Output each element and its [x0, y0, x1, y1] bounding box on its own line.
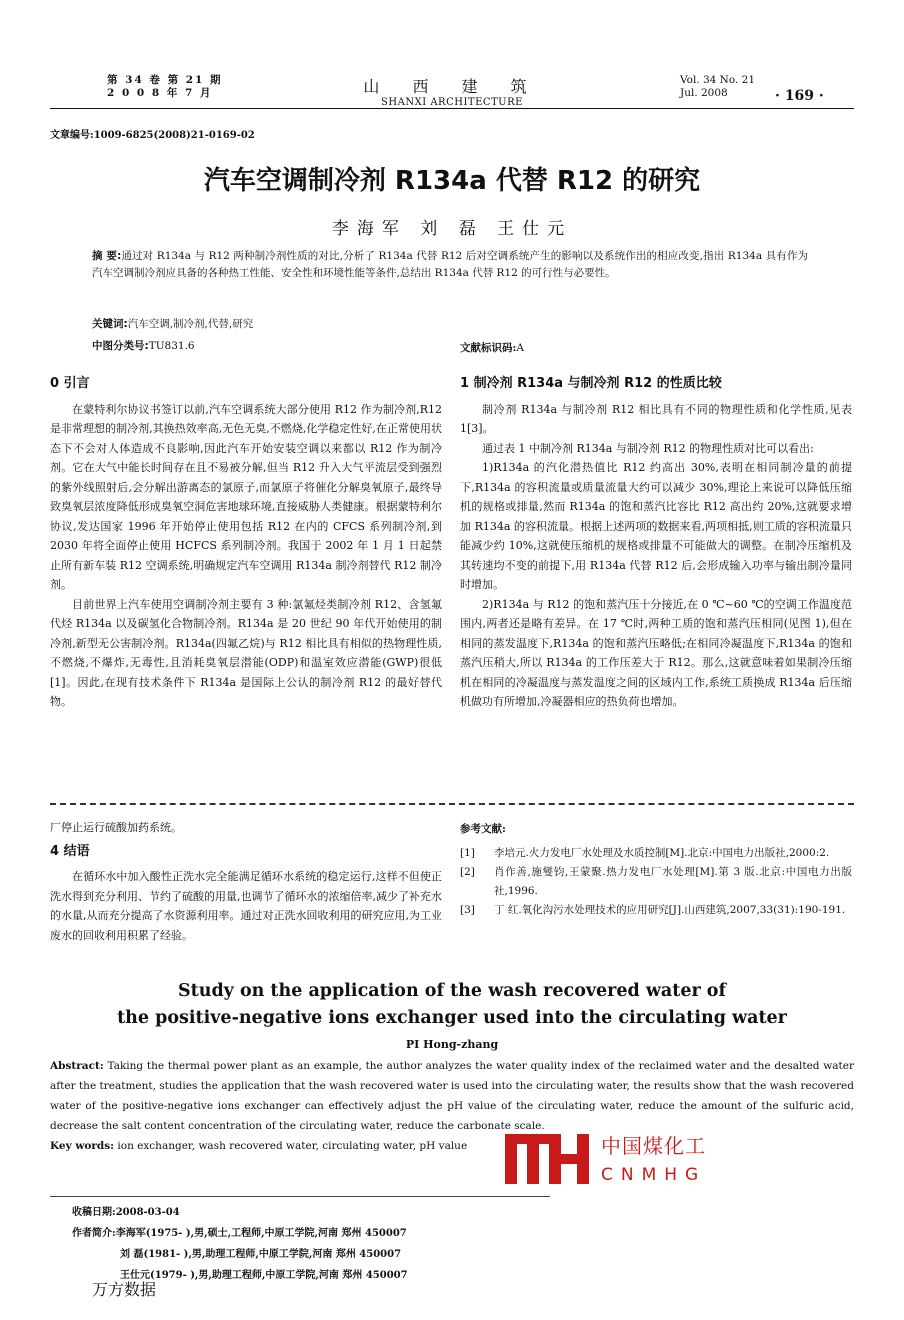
abstract-text: 通过对 R134a 与 R12 两种制冷剂性质的对比,分析了 R134a 代替 R12 后对空调系统产生的影响以及系统作出的相应改变,指出 R134a 具有作为汽车空调制冷剂应具备的各种热工性能、安全性和环境性能等条件,总结出 R134a 代替 R12 的可行性与必要性。: [92, 250, 808, 279]
prev-article-line: 厂停止运行硫酸加药系统。: [50, 821, 182, 834]
bio-text-1: 李海军(1975- ),男,硕士,工程师,中原工学院,河南 郑州 450007: [115, 1228, 407, 1239]
english-title-line-1: Study on the application of the wash recovered water of: [178, 981, 726, 1001]
volume-info-en: [680, 74, 755, 100]
received-date: 收稿日期:2008-03-04: [72, 1207, 180, 1218]
journal-name: [300, 74, 604, 108]
page-number: · 169 ·: [775, 88, 824, 104]
section1-paragraph-2: 通过表 1 中制冷剂 R134a 与制冷剂 R12 的物理性质对比可以看出:: [482, 441, 814, 455]
footer-rule: [50, 1196, 550, 1197]
logo-text-en: CNMHG: [601, 1165, 707, 1185]
reference-item: [460, 901, 852, 920]
conclusion-heading: 4 结语: [50, 843, 90, 859]
left-column: [50, 374, 442, 712]
keywords-text: 汽车空调,制冷剂,代替,研究: [127, 318, 254, 330]
references-heading: 参考文献:: [460, 823, 506, 835]
author-bio-3: 王仕元(1979- ),男,助理工程师,中原工学院,河南 郑州 450007: [120, 1270, 408, 1281]
journal-name-en: SHANXI ARCHITECTURE: [381, 97, 523, 108]
conclusion-paragraph: 在循环水中加入酸性正洗水完全能满足循环水系统的稳定运行,这样不但使正洗水得到充分利用、节约了硫酸的用量,也调节了循环水的浓缩倍率,减少了补充水的水量,从而充分提高了水资源利用率。通过对正洗水回收利用的研究应用,为工业废水的回收利用积累了经验。: [50, 870, 442, 942]
wanfang-data-mark: 万方数据: [92, 1280, 157, 1299]
paper-authors: 李海军 刘 磊 王仕元: [331, 219, 573, 239]
date-en: Jul. 2008: [680, 87, 728, 99]
bio-label: 作者简介:: [72, 1228, 116, 1239]
reference-number: [3]: [460, 903, 475, 916]
doc-code-text: A: [516, 342, 524, 354]
english-abstract-label: Abstract:: [50, 1060, 104, 1072]
section1-paragraph-3: 1)R134a 的汽化潜热值比 R12 约高出 30%,表明在相同制冷量的前提下,R134a 的容积流量或质量流量大约可以减少 30%,理论上来说可以降低压缩机的规格或排量,然而 R134a 的饱和蒸汽比容比 R12 高出约 20%,这就要求增加 R134a 的容积流量。根据上述两项的数据来看,两项相抵,则工质的容积流量只能减少约 10%,这就使压缩机的规格或排量不可能做大的调整。在制冷压缩机及其转速均不变的前提下,用 R134a 代替 R12 后,会形成输入功率与输出制冷量同时增加。: [460, 461, 852, 591]
cnmhg-logo: [505, 1128, 710, 1188]
english-author: PI Hong-zhang: [405, 1038, 499, 1051]
english-keywords-text: ion exchanger, wash recovered water, circulating water, pH value: [117, 1140, 468, 1152]
intro-heading: 0 引言: [50, 376, 90, 391]
section1-heading: 1 制冷剂 R134a 与制冷剂 R12 的性质比较: [460, 376, 722, 391]
section1-paragraph-1: 制冷剂 R134a 与制冷剂 R12 相比具有不同的物理性质和化学性质,见表 1[3]。: [460, 402, 852, 435]
reference-number: [1]: [460, 846, 475, 859]
english-keywords: [50, 1140, 467, 1152]
english-title-line-2: the positive-negative ions exchanger used into the circulating water: [117, 1008, 787, 1028]
keywords-label: 关键词:: [92, 318, 128, 330]
english-title: [50, 978, 854, 1032]
cnmhg-logo-icon: [505, 1128, 590, 1184]
reference-number: [2]: [460, 865, 475, 878]
right-column: [460, 374, 852, 712]
volume-info-cn: [107, 74, 223, 100]
article-separator: [50, 803, 854, 805]
intro-paragraph-2: 目前世界上汽车使用空调制冷剂主要有 3 种:氯氟烃类制冷剂 R12、含氢氟代烃 R134a 以及碳氢化合物制冷剂。R134a 是 20 世纪 90 年代开始使用的制冷剂,新型无公害制冷剂。R134a(四氟乙烷)与 R12 相比具有相似的热物理性质,不燃烧,不爆炸,无毒性,且消耗臭氧层潜能(ODP)和温室效应潜能(GWP)很低[1]。因此,在现有技术条件下 R134a 是国际上公认的制冷剂 R12 的最好替代物。: [50, 597, 442, 708]
reference-item: [460, 844, 852, 863]
paper-title: 汽车空调制冷剂 R134a 代替 R12 的研究: [203, 166, 701, 196]
author-bio-1: [72, 1223, 407, 1244]
english-abstract-text: Taking the thermal power plant as an example, the author analyzes the water quality index of the reclaimed water and the desalted water after the treatment, studies the application that the wash recovered water is used into the circulating water, the results show that the wash recovered water of the positive-negative ions exchanger can effectively adjust the pH value of the circulating water, reduce the amount of the sulfuric acid, decrease the salt content concentration of the circulating water, reduce the carbonate scale.: [50, 1060, 854, 1132]
volume-en: Vol. 34 No. 21: [680, 74, 756, 86]
english-keywords-label: Key words:: [50, 1140, 115, 1152]
reference-item: [460, 863, 852, 901]
volume-cn: 第 34 卷 第 21 期: [107, 74, 223, 86]
abstract-label: 摘 要:: [92, 250, 122, 262]
clc-text: TU831.6: [148, 340, 195, 352]
keywords: [92, 316, 253, 331]
logo-text-cn: 中国煤化工: [601, 1134, 706, 1158]
doc-code-label: 文献标识码:: [460, 342, 517, 354]
clc-label: 中图分类号:: [92, 340, 149, 352]
journal-name-cn: 山 西 建 筑: [363, 77, 541, 96]
reference-text: 肖作善,施燮钧,王蒙聚.热力发电厂水处理[M].第 3 版.北京:中国电力出版社,1996.: [494, 865, 852, 897]
intro-paragraph-1: 在蒙特利尔协议书签订以前,汽车空调系统大部分使用 R12 作为制冷剂,R12 是非常理想的制冷剂,其换热效率高,无色无臭,不燃烧,化学稳定性好,在正常使用状态下不会对人体造成不良影响,因此汽车开始安装空调以来都以 R12 作为制冷剂。它在大气中能长时间存在且不易被分解,但当 R12 升入大气平流层受到强烈的紫外线照射后,会分解出游离态的氯原子,而氯原子将催化分解臭氧原子,最终导致臭氧层浓度降低形成臭氧空洞危害地球环境,直接威胁人类健康。根据蒙特利尔协议,发达国家 1996 年开始停止使用包括 R12 在内的 CFCS 系列制冷剂,到 2030 年将全面停止使用 HCFCS 系列制冷剂。我国于 2002 年 1 月 1 日起禁止所有新车装 R12 空调系统,明确规定汽车空调用 R134a 制冷剂替代 R12 制冷剂。: [50, 402, 442, 591]
author-bio-2: 刘 磊(1981- ),男,助理工程师,中原工学院,河南 郑州 450007: [120, 1249, 402, 1260]
reference-text: 丁 红.氧化沟污水处理技术的应用研究[J].山西建筑,2007,33(31):190-191.: [494, 903, 846, 916]
prev-article-column: [50, 818, 442, 945]
clc-number: [92, 338, 195, 353]
article-number: 文章编号:1009-6825(2008)21-0169-02: [50, 130, 255, 141]
date-cn: 2 0 0 8 年 7 月: [107, 87, 213, 99]
document-code: [460, 340, 524, 355]
header-rule: [50, 108, 854, 109]
references: [460, 820, 852, 920]
english-abstract: [50, 1056, 854, 1136]
reference-text: 李培元.火力发电厂水处理及水质控制[M].北京:中国电力出版社,2000:2.: [494, 846, 830, 859]
section1-paragraph-4: 2)R134a 与 R12 的饱和蒸汽压十分接近,在 0 ℃~60 ℃的空调工作温度范围内,两者还是略有差异。在 17 ℃时,两种工质的饱和蒸汽压相同(见图 1),但在相同的蒸发温度下,R134a 的饱和蒸汽压略低;在相同冷凝温度下,R134a 的饱和蒸汽压稍大,所以 R134a 的工作压差大于 R12。那么,这就意味着如果制冷压缩机在相同的冷凝温度与蒸发温度之间的区域内工作,系统工质换成 R134a 后压缩机做功有所增加,冷凝器相应的热负荷也增加。: [460, 597, 852, 708]
